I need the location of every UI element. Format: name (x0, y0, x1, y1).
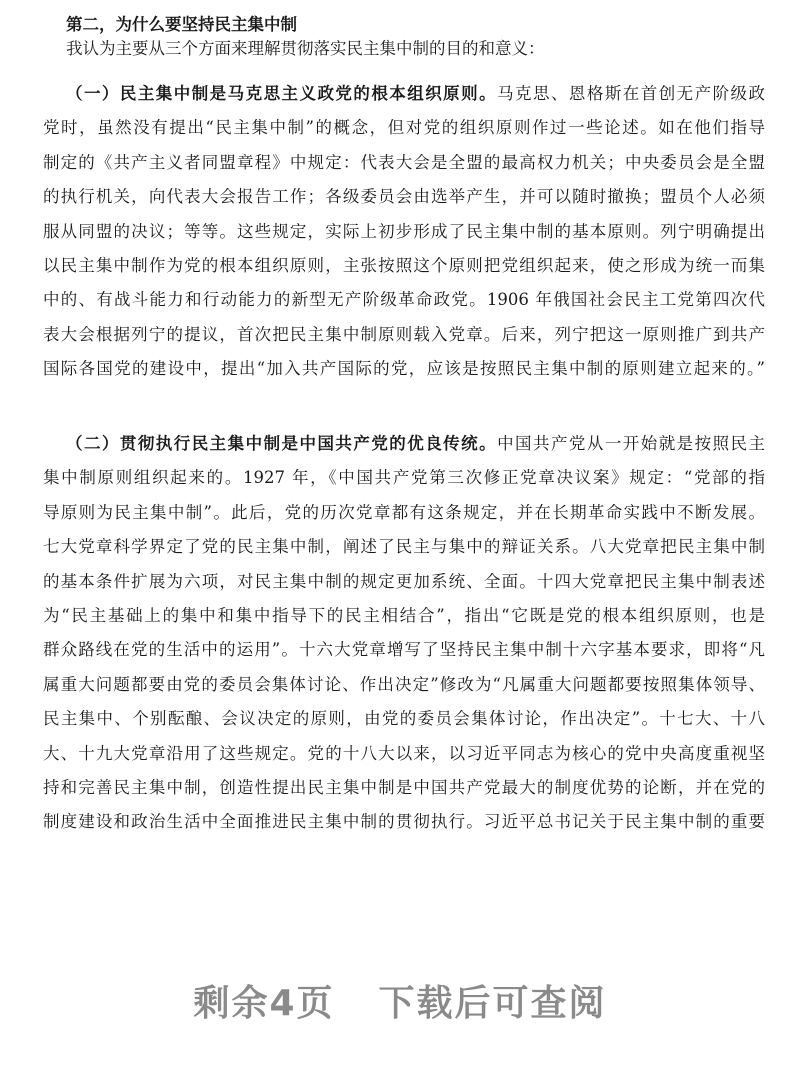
paragraph-line (66, 81, 765, 107)
paragraph-line: 的基本条件扩展为六项，对民主集中制的规定更加系统、全面。十四大党章把民主集中制表述 (43, 571, 765, 591)
paragraph-lead: （一）民主集中制是马克思主义政党的根本组织原则。 (66, 84, 498, 103)
paragraph-line: 集中制原则组织起来的。1927 年，《中国共产党第三次修正党章决议案》规定：“党部的指 (43, 468, 765, 488)
paragraph-line: 大、十九大党章沿用了这些规定。党的十八大以来，以习近平同志为核心的党中央高度重视坚 (43, 743, 765, 763)
paragraph-lead: （二）贯彻执行民主集中制是中国共产党的优良传统。 (66, 434, 498, 453)
paragraph-line: 导原则为民主集中制”。此后，党的历次党章都有这条规定，并在长期革命实践中不断发展。 (43, 502, 765, 522)
paragraph-line: 持和完善民主集中制，创造性提出民主集中制是中国共产党最大的制度优势的论断，并在党的 (43, 778, 765, 797)
paragraph-text: 中国共产党从一开始就是按照民主 (497, 434, 766, 453)
paragraph-line: 属重大问题都要由党的委员会集体讨论、作出决定”修改为“凡属重大问题都要按照集体领导、 (43, 674, 765, 694)
paragraph-text: 马克思、恩格斯在首创无产阶级政 (497, 84, 766, 103)
paragraph-line: 民主集中、个别酝酿、会议决定的原则，由党的委员会集体讨论，作出决定”。十七大、十八 (43, 709, 765, 729)
paragraph-line: 表大会根据列宁的提议，首次把民主集中制原则载入党章。后来，列宁把这一原则推广到共产 (43, 324, 765, 344)
paragraph-line: 国际各国党的建设中，提出“加入共产国际的党，应该是按照民主集中制的原则建立起来的。” (43, 359, 765, 379)
remaining-pages-label: 剩余4页 (193, 983, 335, 1024)
paragraph-line: 群众路线在党的生活中的运用”。十六大党章增写了坚持民主集中制十六字基本要求，即将“凡 (43, 640, 765, 660)
paragraph-line: 的执行机关，向代表大会报告工作；各级委员会由选举产生，并可以随时撤换；盟员个人必须 (43, 187, 765, 207)
paragraph-line: 中的、有战斗能力和行动能力的新型无产阶级革命政党。1906 年俄国社会民主工党第四次代 (43, 290, 765, 310)
paragraph-line: 七大党章科学界定了党的民主集中制，阐述了民主与集中的辩证关系。八大党章把民主集中制 (43, 537, 765, 557)
paragraph-line: 以民主集中制作为党的根本组织原则，主张按照这个原则把党组织起来，使之形成为统一而集 (43, 256, 765, 275)
download-banner[interactable] (0, 975, 800, 1026)
paragraph-line: 党时，虽然没有提出“民主集中制”的概念，但对党的组织原则作过一些论述。如在他们指导 (43, 118, 765, 138)
paragraph-line: 为“民主基础上的集中和集中指导下的民主相结合”，指出“它既是党的根本组织原则，也是 (43, 606, 765, 625)
intro-text: 我认为主要从三个方面来理解贯彻落实民主集中制的目的和意义： (66, 39, 545, 58)
paragraph-line: 制度建设和政治生活中全面推进民主集中制的贯彻执行。习近平总书记关于民主集中制的重要 (43, 812, 765, 832)
paragraph-line: 服从同盟的决议；等等。这些规定，实际上初步形成了民主集中制的基本原则。列宁明确提出 (43, 221, 765, 241)
download-prompt[interactable]: 下载后可查阅 (378, 983, 607, 1024)
paragraph-line (66, 431, 765, 457)
section-heading: 第二，为什么要坚持民主集中制 (66, 15, 297, 34)
paragraph-line: 制定的《共产主义者同盟章程》中规定：代表大会是全盟的最高权力机关；中央委员会是全盟 (43, 152, 765, 172)
